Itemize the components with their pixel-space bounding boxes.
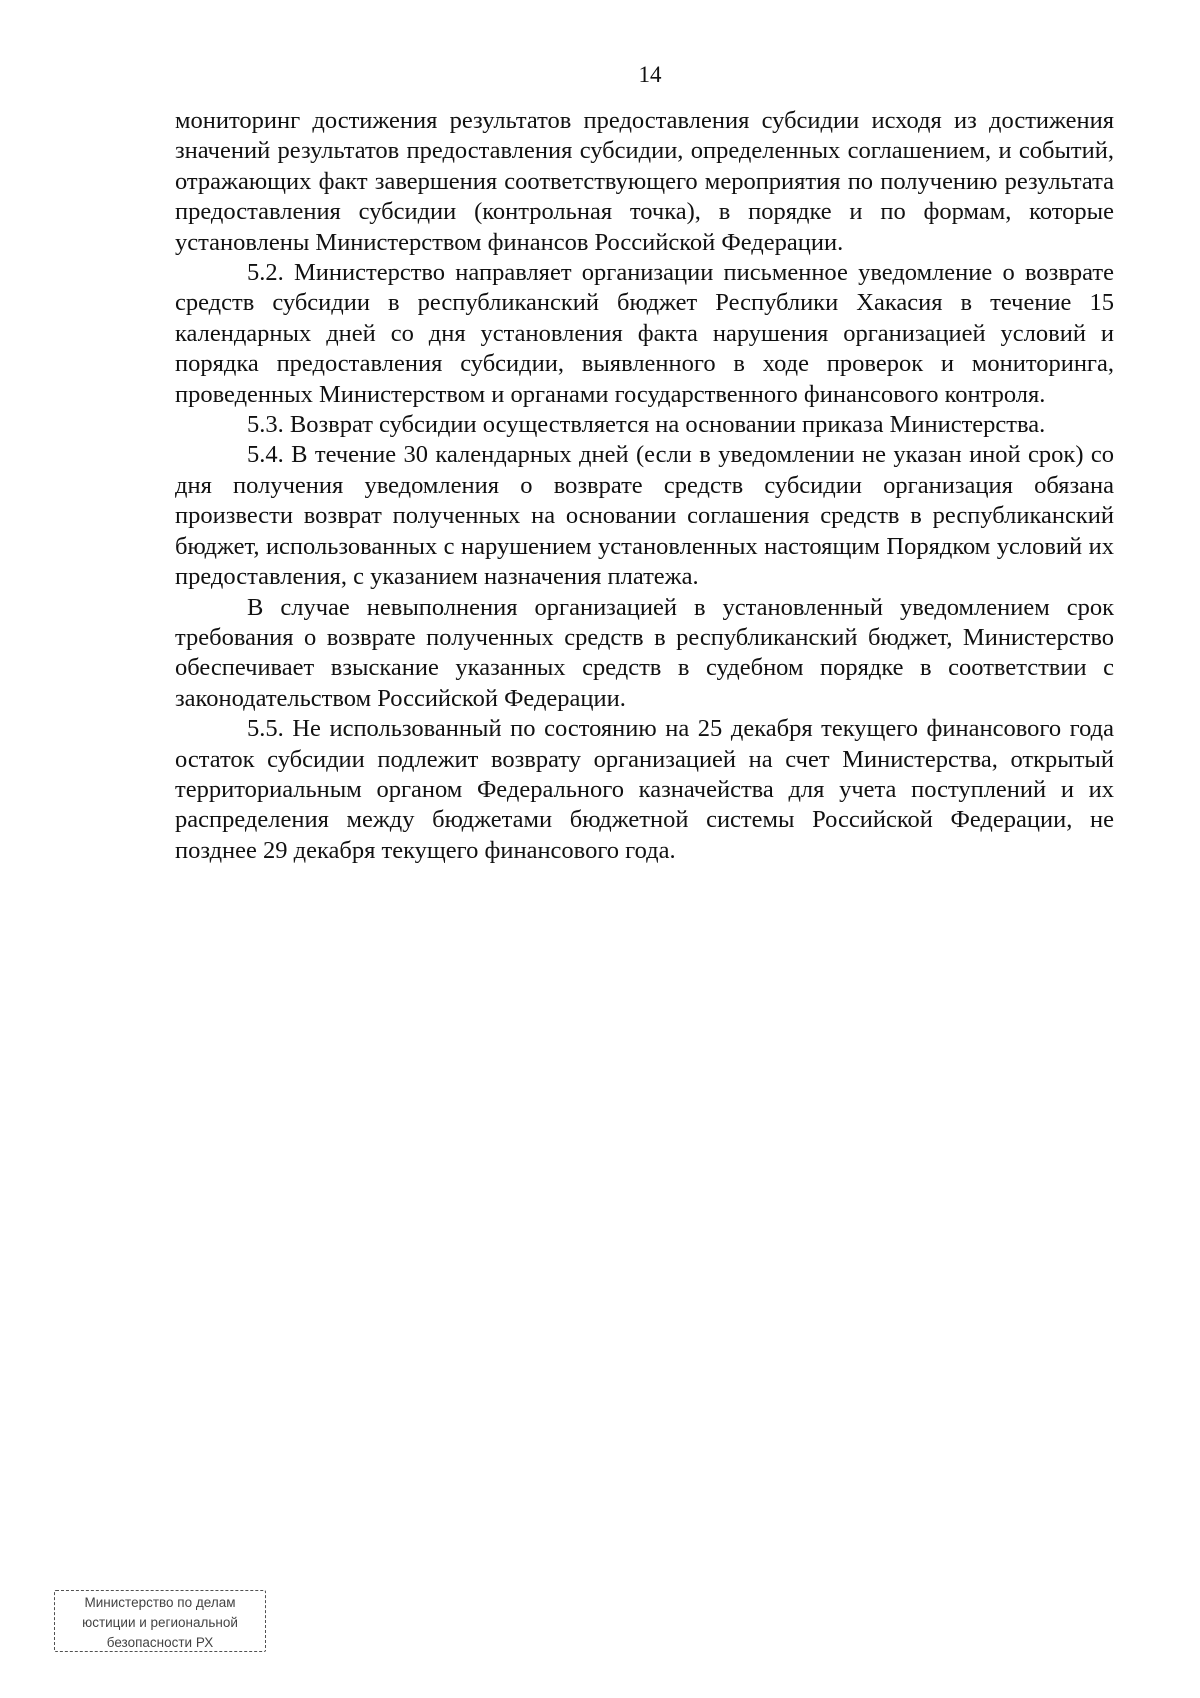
paragraph-continuation: мониторинг достижения результатов предоставления субсидии исходя из достижения значений результатов предоставления субсидии, определенных соглашением, и событий, отражающих факт завершения соответствующего мероприятия по получению результата предоставления субсидии (контрольная точка), в порядке и по формам, которые установлены Министерством финансов Российской Федерации. — [175, 107, 1114, 256]
document-body — [175, 106, 1114, 866]
paragraph-5-3: 5.3. Возврат субсидии осуществляется на основании приказа Министерства. — [247, 411, 1046, 439]
stamp-line-3: безопасности РХ — [106, 1635, 214, 1650]
ministry-stamp — [54, 1590, 266, 1652]
paragraph-5-2: 5.2. Министерство направляет организации письменное уведомление о возврате средств субсидии в республиканский бюджет Республики Хакасия в течение 15 календарных дней со дня установления факта нарушения организацией условий и порядка предоставления субсидии, выявленного в ходе проверок и мониторинга, проведенных Министерством и органами государственного финансового контроля. — [175, 259, 1114, 408]
stamp-line-2: юстиции и региональной — [82, 1615, 238, 1630]
stamp-line-1: Министерство по делам — [84, 1595, 236, 1610]
paragraph-5-4-continuation: В случае невыполнения организацией в установленный уведомлением срок требования о возврате полученных средств в республиканский бюджет, Министерство обеспечивает взыскание указанных средств в судебном порядке в соответствии с законодательством Российской Федерации. — [175, 593, 1114, 712]
paragraph-5-4: 5.4. В течение 30 календарных дней (если в уведомлении не указан иной срок) со дня получения уведомления о возврате средств субсидии организация обязана произвести возврат полученных на основании соглашения средств в республиканский бюджет, использованных с нарушением установленных настоящим Порядком условий их предоставления, с указанием назначения платежа. — [175, 441, 1114, 591]
paragraph-5-5: 5.5. Не использованный по состоянию на 25 декабря текущего финансового года остаток субсидии подлежит возврату организацией на счет Министерства, открытый территориальным органом Федерального казначейства для учета поступлений и их распределения между бюджетами бюджетной системы Российской Федерации, не позднее 29 декабря текущего финансового года. — [175, 715, 1114, 864]
page-number: 14 — [638, 62, 662, 87]
